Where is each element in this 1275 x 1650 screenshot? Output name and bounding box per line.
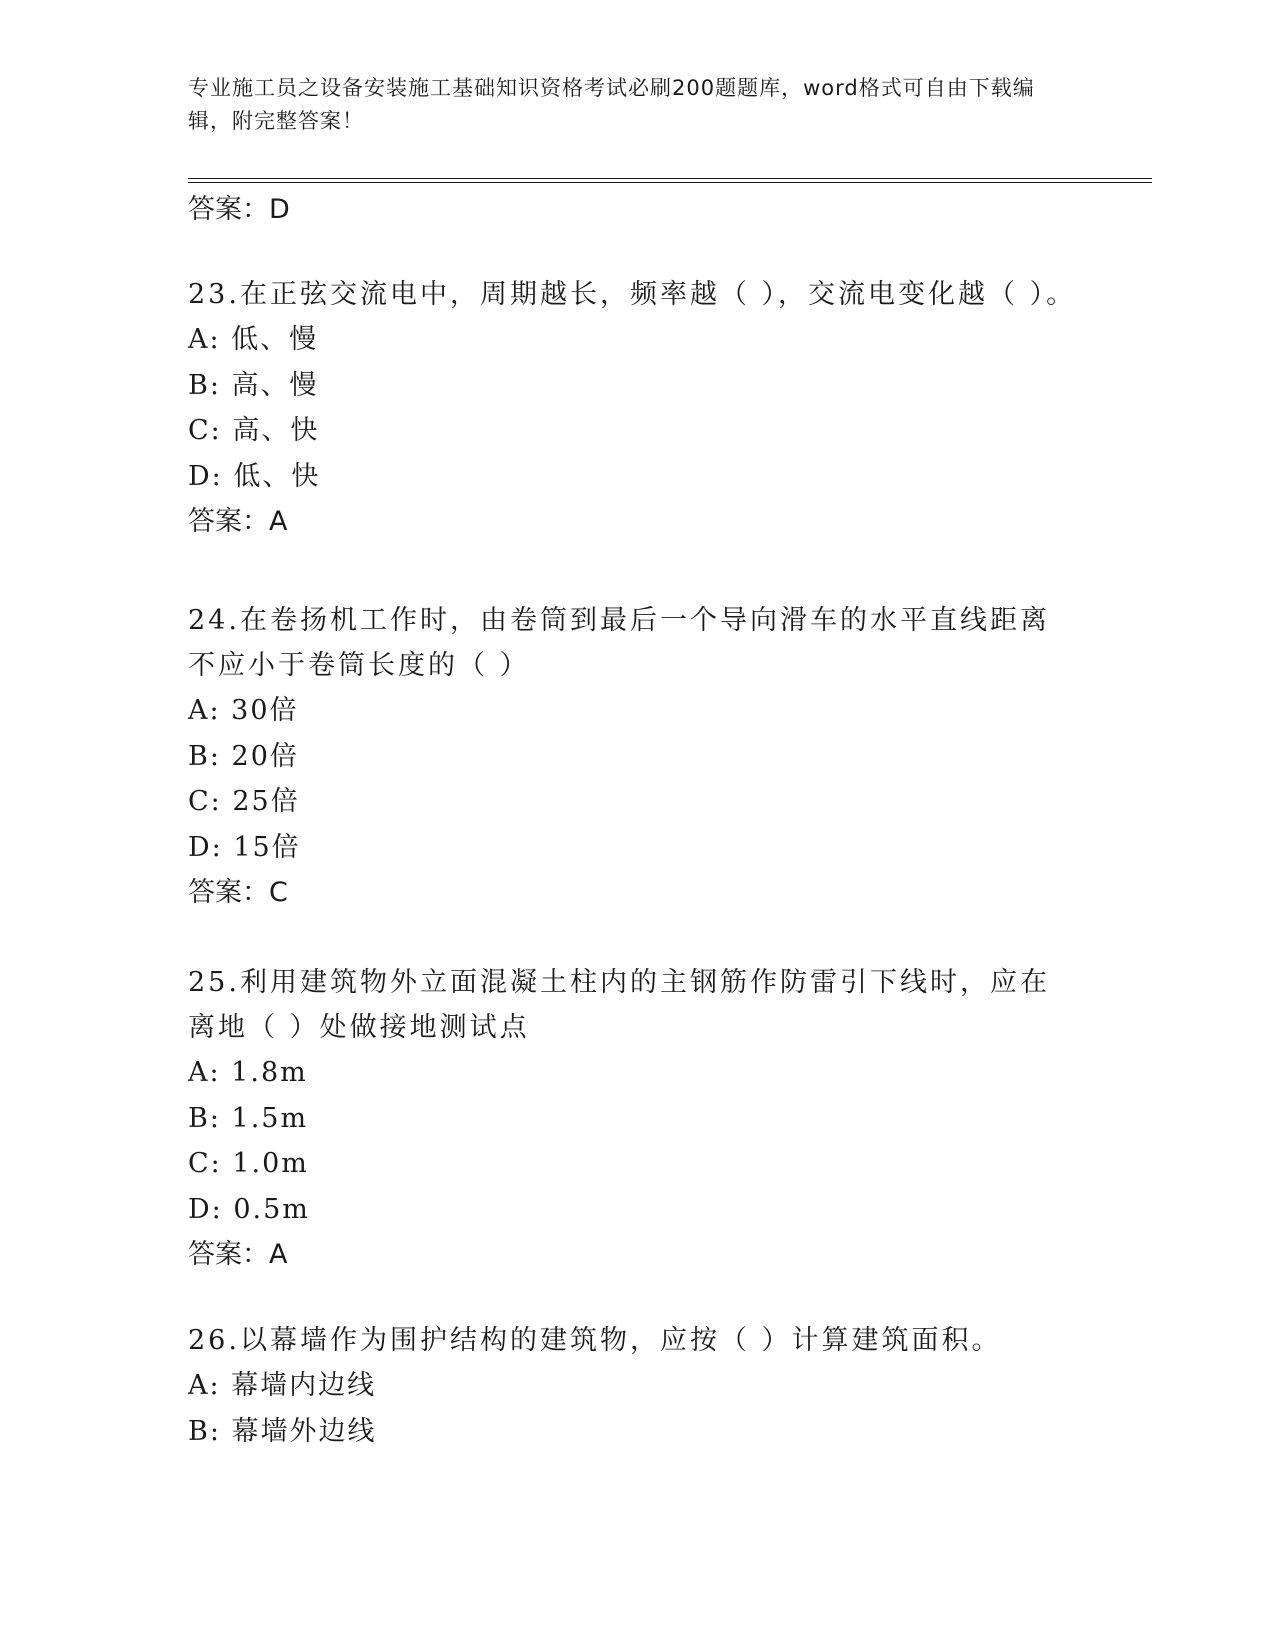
question-23 [188,272,1078,544]
option-a: A: 1.8m [188,1057,308,1088]
option-d: D: 0.5m [188,1193,310,1225]
option-a: A: 30倍 [188,695,299,726]
question-24 [188,598,1078,915]
answer-label: 答案：A [188,1239,288,1270]
option-a: A: 低、慢 [188,324,319,355]
question-text: 26.以幕墙作为围护结构的建筑物，应按（ ）计算建筑面积。 [188,1325,1002,1356]
option-b: B: 幕墙外边线 [188,1415,377,1447]
question-26 [188,1318,1078,1454]
question-text: 23.在正弦交流电中，周期越长，频率越（ ），交流电变化越（ ）。 [188,279,1077,310]
question-text: 24.在卷扬机工作时，由卷筒到最后一个导向滑车的水平直线距离不应小于卷筒长度的（ ） [188,605,1050,681]
header-divider [188,178,1152,183]
option-a: A: 幕墙内边线 [188,1370,377,1401]
previous-question-answer: 答案：D [188,194,290,225]
answer-label: 答案：C [188,877,288,908]
option-d: D: 15倍 [188,831,301,863]
answer-label: 答案：A [188,506,288,537]
question-25 [188,960,1078,1277]
option-c: C: 25倍 [188,786,300,817]
option-d: D: 低、快 [188,460,321,492]
option-b: B: 20倍 [188,740,299,772]
document-header: 专业施工员之设备安装施工基础知识资格考试必刷200题题库，word格式可自由下载编辑，附完整答案！ [188,76,1035,133]
option-b: B: 1.5m [188,1102,309,1134]
option-b: B: 高、慢 [188,369,319,401]
question-text: 25.利用建筑物外立面混凝土柱内的主钢筋作防雷引下线时，应在离地（ ）处做接地测试点 [188,967,1050,1043]
option-c: C: 高、快 [188,415,320,446]
option-c: C: 1.0m [188,1148,309,1179]
